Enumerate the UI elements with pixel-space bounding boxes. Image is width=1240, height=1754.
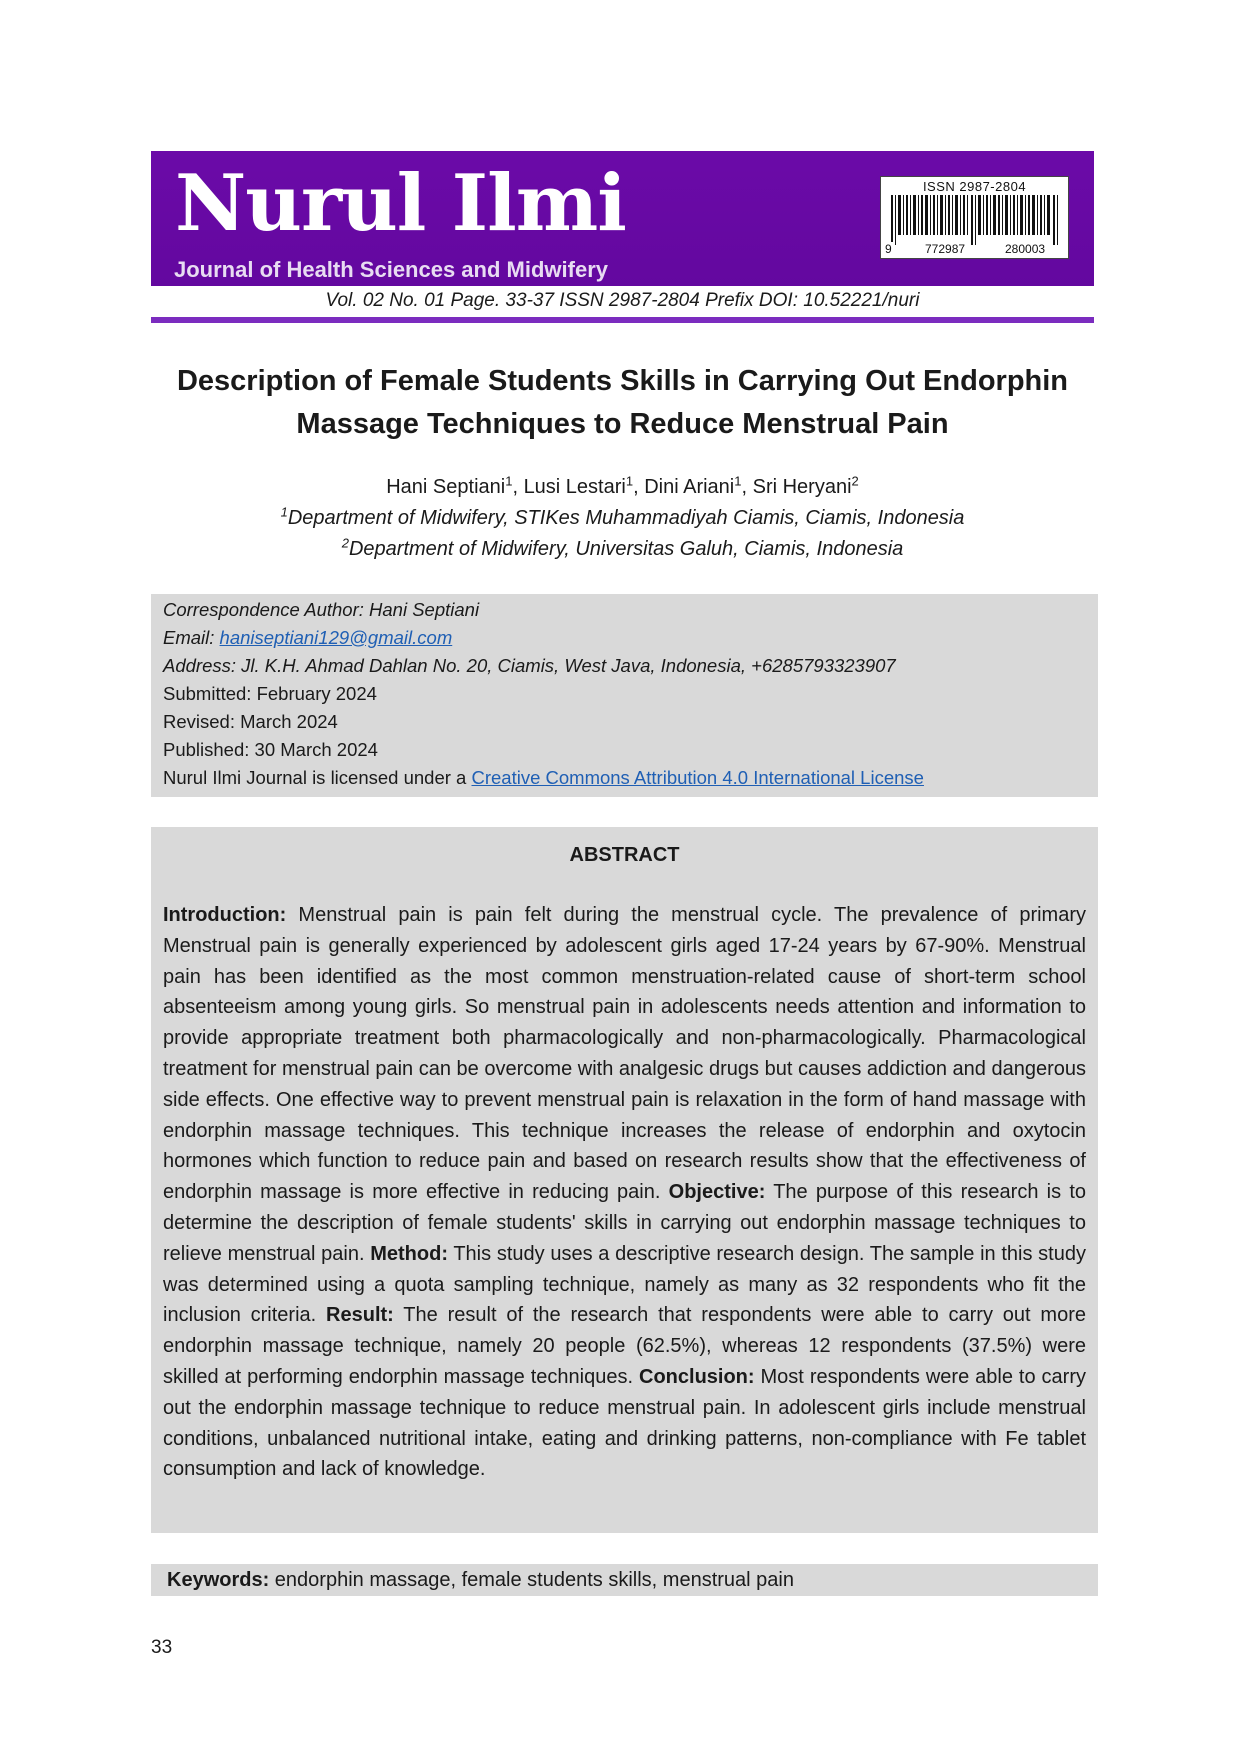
affiliation-2 [151, 534, 1094, 564]
license-link[interactable]: Creative Commons Attribution 4.0 International License [471, 767, 924, 788]
author-affiliation-mark: 2 [851, 473, 859, 489]
banner-divider [151, 317, 1094, 323]
introduction-label: Introduction: [163, 904, 287, 926]
author-name: Hani Septiani [386, 476, 506, 498]
page-number: 33 [151, 1637, 173, 1658]
author-affiliation-mark: 1 [625, 473, 634, 489]
author-name: Lusi Lestari [523, 476, 626, 498]
correspondence-address: Address: Jl. K.H. Ahmad Dahlan No. 20, Ciamis, West Java, Indonesia, +6285793323907 [163, 655, 896, 676]
method-text: This study uses a descriptive research design. The sample in this study was determined using a quota sampling technique, namely as many as 32 respondents who fit the inclusion criteria. [163, 1242, 1086, 1327]
author-list: Hani Septiani$^1$, Lusi Lestari$^1$, Dini Ariani$^1$, Sri Heryani$^2$ [386, 473, 859, 498]
correspondence-author: Correspondence Author: Hani Septiani [163, 599, 480, 620]
result-text: The result of the research that respondents were able to carry out more endorphin massage technique, namely 20 people (62.5%), whereas 12 respondents (37.5%) were skilled at performing endorphin massage techniques. [163, 1304, 1086, 1388]
objective-text: The purpose of this research is to determine the description of female students' skills in carrying out endorphin massage techniques to relieve menstrual pain. [163, 1181, 1087, 1265]
affiliation-text: Department of Midwifery, Universitas Galuh, Ciamis, Indonesia [348, 538, 904, 560]
published-date: Published: 30 March 2024 [163, 739, 378, 760]
conclusion-label: Conclusion: [639, 1365, 755, 1388]
author-name: Sri Heryani [752, 476, 852, 498]
paper-title: Description of Female Students Skills in Carrying Out Endorphin Massage Techniques to Reduce Menstrual Pain [176, 365, 1069, 440]
barcode-digits-left: 772987 [925, 242, 966, 256]
submitted-date: Submitted: February 2024 [163, 683, 377, 704]
abstract-body [163, 900, 1086, 1485]
objective-label: Objective: [668, 1181, 766, 1204]
journal-subtitle: Journal of Health Sciences and Midwifery [174, 257, 608, 282]
author-affiliation-mark: 1 [505, 473, 513, 489]
author-name: Dini Ariani [644, 476, 735, 498]
email-link[interactable]: haniseptiani129@gmail.com [219, 627, 453, 648]
issn-barcode [880, 176, 1069, 259]
journal-name: Nurul Ilmi [175, 158, 626, 249]
email-label: Email: [163, 627, 220, 648]
abstract-box [151, 827, 1098, 1533]
introduction-text: Menstrual pain is pain felt during the menstrual cycle. The prevalence of primary Menstrual pain is generally experienced by adolescent girls aged 17-24 years by 67-90%. Menstrual pain has been identified as the most common menstruation-related cause of short-term school absenteeism among young girls. So menstrual pain in adolescents needs attention and information to provide appropriate treatment both pharmacologically and non-pharmacologically. Pharmacological treatment for menstrual pain can be overcome with analgesic drugs but causes addiction and dangerous side effects. One effective way to prevent menstrual pain is relaxation in the form of hand massage with endorphin massage techniques. This technique increases the release of endorphin and oxytocin hormones which function to reduce pain and based on research results show that the effectiveness of endorphin massage is more effective in reducing pain. [163, 904, 1086, 1204]
author-affiliation-mark: 1 [734, 473, 742, 489]
keywords-label: Keywords: [167, 1569, 270, 1591]
keywords-text: endorphin massage, female students skills, menstrual pain [269, 1569, 794, 1591]
affiliation-mark: 1 [280, 504, 288, 520]
barcode-issn-label: ISSN 2987-2804 [922, 179, 1027, 194]
abstract-heading: ABSTRACT [569, 844, 680, 866]
method-label: Method: [370, 1242, 448, 1265]
correspondence-email-line [163, 624, 1086, 652]
license-line [163, 764, 1086, 792]
correspondence-box [151, 594, 1098, 797]
journal-banner [151, 151, 1094, 286]
conclusion-text: Most respondents were able to carry out the endorphin massage technique to reduce menstrual pain. In adolescent girls include menstrual conditions, unbalanced nutritional intake, eating and drinking patterns, non-compliance with Fe tablet consumption and lack of knowledge. [163, 1365, 1087, 1481]
affiliation-1 [151, 503, 1094, 533]
barcode-icon [889, 195, 1061, 245]
barcode-digit-prefix: 9 [885, 242, 892, 256]
affiliation-text: Department of Midwifery, STIKes Muhammadiyah Ciamis, Ciamis, Indonesia [287, 507, 965, 529]
revised-date: Revised: March 2024 [163, 711, 338, 732]
license-prefix: Nurul Ilmi Journal is licensed under a [163, 767, 472, 788]
result-label: Result: [326, 1304, 394, 1327]
barcode-digits-right: 280003 [1005, 242, 1046, 256]
affiliation-mark: 2 [341, 535, 349, 551]
volume-issue-line: Vol. 02 No. 01 Page. 33-37 ISSN 2987-2804 Prefix DOI: 10.52221/nuri [325, 290, 920, 311]
keywords-box [151, 1564, 1098, 1596]
